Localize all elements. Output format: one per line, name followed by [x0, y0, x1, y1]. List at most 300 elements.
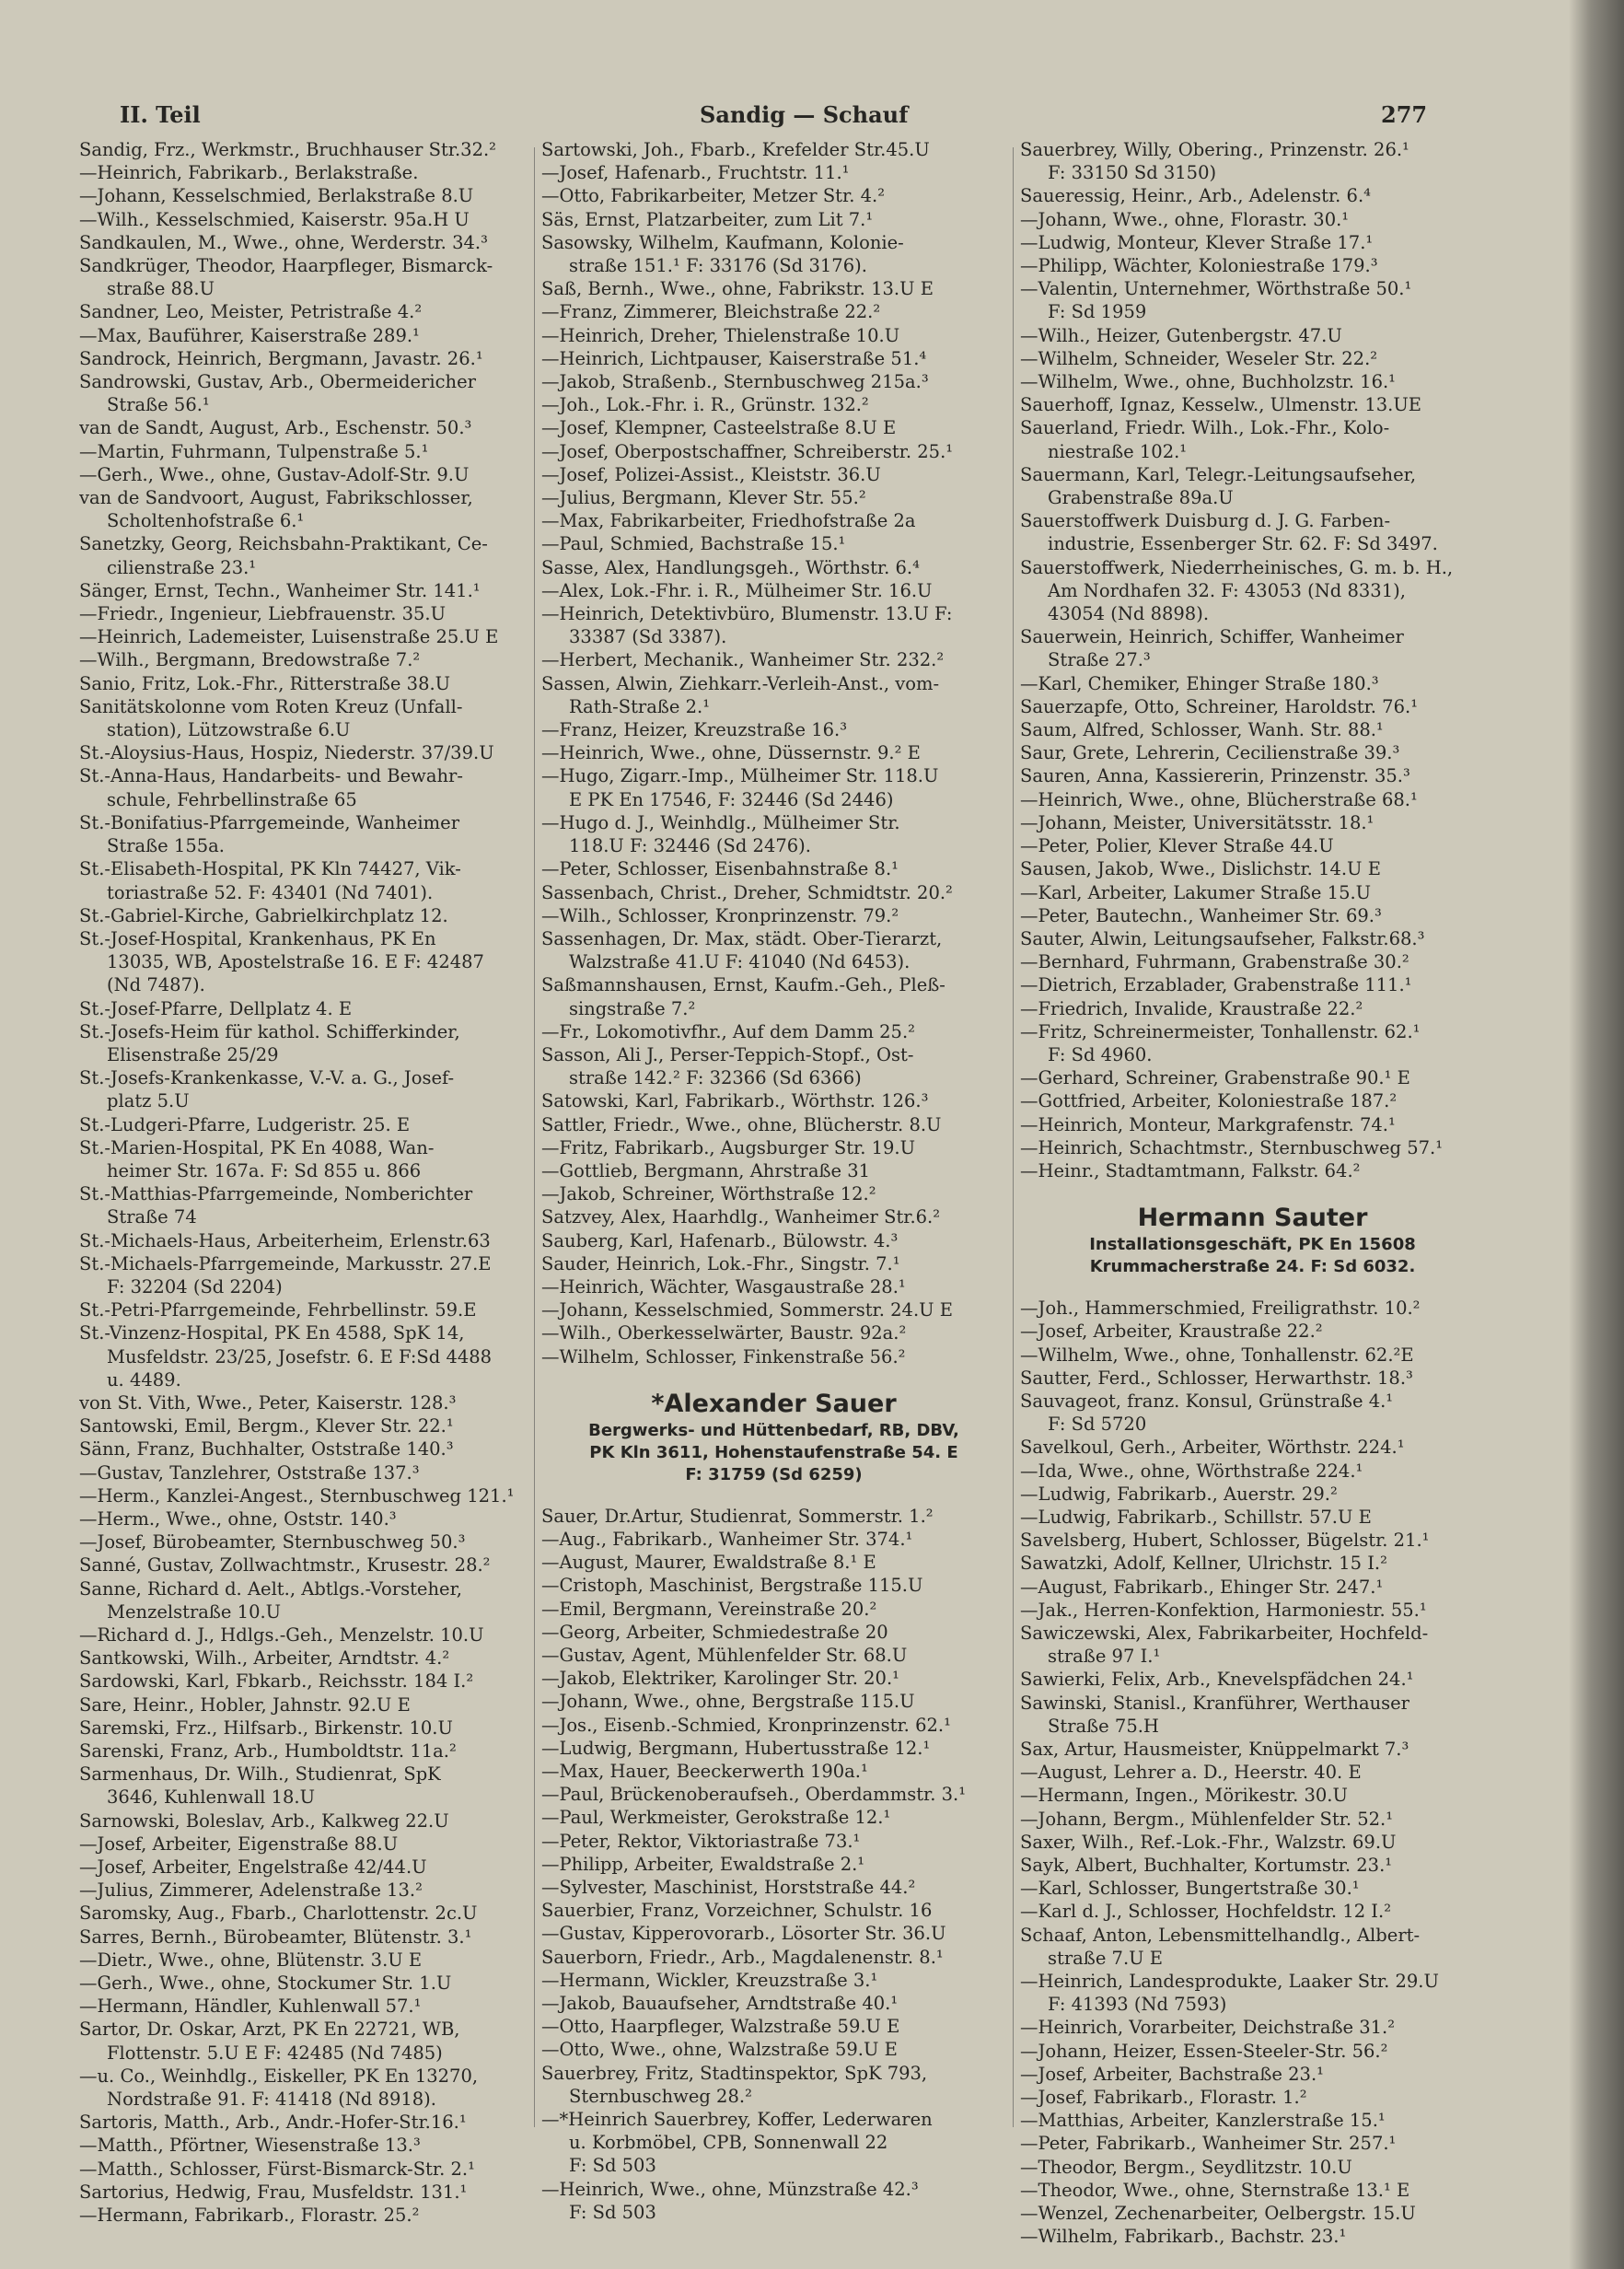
directory-entry	[79, 1763, 544, 1809]
directory-entry	[541, 718, 1006, 741]
entry-line: —Wenzel, Zechenarbeiter, Oelbergstr. 15.U	[1020, 2203, 1416, 2225]
entry-continuation-line: heimer Str. 167a. F: Sd 855 u. 866	[107, 1159, 422, 1181]
directory-entry	[541, 1598, 1006, 1621]
directory-entry	[1020, 718, 1485, 741]
directory-entry	[541, 1182, 1006, 1205]
directory-entry	[541, 1298, 1006, 1321]
entry-line: —Karl d. J., Schlosser, Hochfeldstr. 12 I.²	[1020, 1901, 1392, 1923]
directory-entry	[79, 2181, 544, 2204]
directory-entry	[1020, 347, 1485, 370]
entry-line: St.-Anna-Haus, Handarbeits- und Bewahr-	[79, 765, 463, 787]
directory-entry	[1020, 1831, 1485, 1854]
entry-line: Sautter, Ferd., Schlosser, Herwarthstr. 18.³	[1020, 1367, 1413, 1389]
entry-line: Schaaf, Anton, Lebensmittelhandlg., Albert-	[1020, 1924, 1421, 1946]
entry-line: —Heinrich, Wwe., ohne, Blücherstraße 68.¹	[1020, 788, 1418, 810]
entry-line: Saueressig, Heinr., Arb., Adelenstr. 6.⁴	[1020, 185, 1371, 207]
directory-entry	[79, 1646, 544, 1670]
directory-entry	[541, 2015, 1006, 2038]
entry-line: —Wilh., Kesselschmied, Kaiserstr. 95a.H U	[79, 208, 470, 230]
directory-entry	[1020, 1436, 1485, 1459]
directory-entry	[79, 2065, 544, 2111]
entry-continuation-line: Scholtenhofstraße 6.¹	[107, 510, 305, 532]
directory-entry	[79, 764, 544, 810]
entry-line: St.-Josefs-Krankenkasse, V.-V. a. G., Josef-	[79, 1067, 455, 1089]
directory-entry	[541, 463, 1006, 486]
advertisement-block	[1020, 1203, 1485, 1278]
advertisement-block	[541, 1389, 1006, 1486]
entry-line: Saremski, Frz., Hilfsarb., Birkenstr. 10.U	[79, 1716, 453, 1739]
entry-line: —Franz, Heizer, Kreuzstraße 16.³	[541, 719, 848, 741]
entry-line: —Heinrich, Lademeister, Luisenstraße 25.U E	[79, 626, 499, 648]
entry-continuation-line: Straße 74	[107, 1206, 197, 1228]
entry-line: Sauerbier, Franz, Vorzeichner, Schulstr. 16	[541, 1900, 933, 1922]
directory-entry	[79, 300, 544, 323]
entry-line: Sandner, Leo, Meister, Petristraße 4.²	[79, 301, 423, 323]
directory-entry	[1020, 1808, 1485, 1831]
entry-line: Sanio, Fritz, Lok.-Fhr., Ritterstraße 38.U	[79, 672, 451, 694]
directory-entry	[1020, 1159, 1485, 1182]
entry-line: —Josef, Arbeiter, Kraustraße 22.²	[1020, 1321, 1323, 1343]
entry-line: Sauren, Anna, Kassiererin, Prinzenstr. 35.³	[1020, 765, 1410, 787]
directory-entry	[1020, 231, 1485, 254]
entry-line: van de Sandvoort, August, Fabrikschlosser,	[79, 487, 473, 509]
entry-line: Sauvageot, franz. Konsul, Grünstraße 4.¹	[1020, 1390, 1394, 1412]
directory-entry	[79, 741, 544, 764]
entry-line: —Josef, Hafenarb., Fruchtstr. 11.¹	[541, 162, 850, 184]
entry-line: Sarnowski, Boleslav, Arb., Kalkweg 22.U	[79, 1809, 449, 1832]
directory-entry	[1020, 1066, 1485, 1089]
entry-line: Sare, Heinr., Hobler, Jahnstr. 92.U E	[79, 1693, 411, 1716]
directory-entry	[1020, 1900, 1485, 1923]
entry-line: —Gerh., Wwe., ohne, Gustav-Adolf-Str. 9.U	[79, 463, 470, 485]
entry-line: —Wilhelm, Wwe., ohne, Tonhallenstr. 62.²E	[1020, 1344, 1414, 1366]
directory-entry	[1020, 1529, 1485, 1552]
directory-entry	[541, 1714, 1006, 1737]
directory-entry	[541, 1505, 1006, 1528]
entry-line: Sandkaulen, M., Wwe., ohne, Werderstr. 34.³	[79, 231, 488, 253]
entry-line: —Heinrich, Dreher, Thielenstraße 10.U	[541, 324, 900, 346]
entry-line: Sauter, Alwin, Leitungsaufseher, Falkstr.68.³	[1020, 927, 1425, 949]
entry-continuation-line: F: 41393 (Nd 7593)	[1048, 1994, 1227, 2016]
entry-line: —Franz, Zimmerer, Bleichstraße 22.²	[541, 301, 881, 323]
entry-line: —Matth., Schlosser, Fürst-Bismarck-Str. 2.¹	[79, 2158, 475, 2180]
entry-line: —Peter, Schlosser, Eisenbahnstraße 8.¹	[541, 858, 899, 880]
entry-line: —Jakob, Bauaufseher, Arndtstraße 40.¹	[541, 1993, 899, 2015]
directory-entry	[1020, 556, 1485, 626]
entry-continuation-line: straße 88.U	[107, 278, 215, 300]
entry-line: —Heinrich, Landesprodukte, Laaker Str. 29.U	[1020, 1971, 1439, 1993]
entry-line: Sasowsky, Wilhelm, Kaufmann, Kolonie-	[541, 231, 904, 253]
directory-entry	[1020, 1344, 1485, 1367]
entry-line: Sauerhoff, Ignaz, Kesselw., Ulmenstr. 13.UE	[1020, 394, 1422, 416]
entry-continuation-line: station), Lützowstraße 6.U	[107, 719, 351, 741]
entry-continuation-line: F: Sd 5720	[1048, 1414, 1147, 1436]
entry-continuation-line: F: 33150 Sd 3150)	[1048, 162, 1217, 184]
directory-entry	[1020, 695, 1485, 718]
entry-line: —Johann, Kesselschmied, Sommerstr. 24.U E	[541, 1299, 954, 1321]
directory-entry	[541, 579, 1006, 602]
directory-entry	[541, 1551, 1006, 1574]
entry-line: —Herm., Kanzlei-Angest., Sternbuschweg 121.¹	[79, 1484, 515, 1507]
entry-continuation-line: F: Sd 1959	[1048, 301, 1147, 323]
entry-line: —Peter, Polier, Klever Straße 44.U	[1020, 835, 1334, 857]
directory-entry	[79, 602, 544, 625]
directory-entry	[79, 695, 544, 741]
directory-entry	[1020, 509, 1485, 555]
entry-continuation-line: Walzstraße 41.U F: 41040 (Nd 6453).	[569, 951, 911, 973]
entry-line: Saur, Grete, Lehrerin, Cecilienstraße 39.³	[1020, 742, 1400, 764]
directory-entry	[541, 648, 1006, 671]
entry-line: Sayk, Albert, Buchhalter, Kortumstr. 23.¹	[1020, 1855, 1393, 1877]
entry-line: —Jakob, Elektriker, Karolinger Str. 20.¹	[541, 1668, 899, 1690]
entry-line: St.-Josefs-Heim für kathol. Schifferkinder,	[79, 1020, 460, 1042]
entry-line: —Dietrich, Erzablader, Grabenstraße 111.¹	[1020, 974, 1412, 996]
entry-continuation-line: F: Sd 4960.	[1048, 1043, 1153, 1065]
directory-entry	[541, 1946, 1006, 1969]
directory-entry	[1020, 2109, 1485, 2132]
entry-line: —Cristoph, Maschinist, Bergstraße 115.U	[541, 1575, 923, 1597]
directory-entry	[541, 1737, 1006, 1760]
directory-entry	[79, 138, 544, 161]
entry-line: Sartorius, Hedwig, Frau, Musfeldstr. 131.¹	[79, 2181, 468, 2203]
directory-entry	[541, 347, 1006, 370]
entry-line: —Heinrich, Wächter, Wasgaustraße 28.¹	[541, 1275, 906, 1297]
column-2	[541, 138, 1006, 2224]
entry-line: Sanne, Richard d. Aelt., Abtlgs.-Vorsteher,	[79, 1577, 462, 1600]
directory-entry	[541, 1621, 1006, 1644]
directory-entry	[541, 1806, 1006, 1829]
entry-continuation-line: straße 142.² F: 32366 (Sd 6366)	[569, 1067, 862, 1089]
directory-entry	[79, 1414, 544, 1437]
entry-line: Sandrowski, Gustav, Arb., Obermeidericher	[79, 371, 476, 393]
entry-continuation-line: 43054 (Nd 8898).	[1048, 603, 1210, 625]
directory-entry	[541, 1760, 1006, 1783]
entry-line: Sauerstoffwerk, Niederrheinisches, G. m. b. H.,	[1020, 556, 1454, 578]
entry-line: Sauermann, Karl, Telegr.-Leitungsaufseher,	[1020, 463, 1417, 485]
directory-entry	[79, 904, 544, 927]
directory-entry	[79, 208, 544, 231]
entry-line: Sassen, Alwin, Ziehkarr.-Verleih-Anst., vom-	[541, 672, 940, 694]
entry-line: —Ludwig, Fabrikarb., Schillstr. 57.U E	[1020, 1506, 1372, 1528]
entry-line: —Friedrich, Invalide, Kraustraße 22.²	[1020, 997, 1363, 1019]
directory-entry	[1020, 857, 1485, 880]
page-number: 277	[1381, 101, 1428, 128]
directory-entry	[79, 1530, 544, 1553]
entry-line: Santkowski, Wilh., Arbeiter, Arndtstr. 4.²	[79, 1647, 450, 1670]
entry-line: Sarres, Bernh., Bürobeamter, Blütenstr. 3.¹	[79, 1926, 472, 1948]
section-label: II. Teil	[120, 101, 201, 128]
directory-entry	[541, 602, 1006, 648]
entry-line: —Johann, Heizer, Essen-Steeler-Str. 56.²	[1020, 2040, 1388, 2062]
directory-entry	[79, 1553, 544, 1577]
entry-line: Sartor, Dr. Oskar, Arzt, PK En 22721, WB,	[79, 2019, 460, 2041]
directory-entry	[79, 1949, 544, 1972]
entry-continuation-line: straße 151.¹ F: 33176 (Sd 3176).	[569, 255, 867, 277]
entry-line: St.-Michaels-Pfarrgemeinde, Markusstr. 27.E	[79, 1252, 492, 1274]
entry-line: —Gerh., Wwe., ohne, Stockumer Str. 1.U	[79, 1972, 452, 1995]
directory-entry	[1020, 1320, 1485, 1343]
directory-entry	[79, 1020, 544, 1066]
directory-entry	[79, 184, 544, 207]
entry-continuation-line: 3646, Kuhlenwall 18.U	[107, 1786, 316, 1809]
entry-continuation-line: Straße 27.³	[1048, 649, 1151, 671]
directory-entry	[1020, 324, 1485, 347]
entry-line: —Fritz, Schreinermeister, Tonhallenstr. 62.¹	[1020, 1020, 1421, 1042]
entry-line: Sasson, Ali J., Perser-Teppich-Stopf., Ost-	[541, 1043, 914, 1065]
directory-entry	[541, 1969, 1006, 1992]
entry-line: Säs, Ernst, Platzarbeiter, zum Lit 7.¹	[541, 208, 874, 230]
directory-entry	[1020, 881, 1485, 904]
entry-line: —Karl, Chemiker, Ehinger Straße 180.³	[1020, 672, 1379, 694]
directory-entry	[1020, 904, 1485, 927]
directory-entry	[541, 1992, 1006, 2015]
entry-line: —Jakob, Schreiner, Wörthstraße 12.²	[541, 1183, 876, 1205]
entry-line: —Hugo, Zigarr.-Imp., Mülheimer Str. 118.U	[541, 765, 939, 787]
directory-entry	[1020, 1761, 1485, 1784]
entry-continuation-line: Grabenstraße 89a.U	[1048, 487, 1234, 509]
directory-entry	[1020, 416, 1485, 462]
entry-line: —Josef, Arbeiter, Engelstraße 42/44.U	[79, 1856, 427, 1879]
entry-line: Sarenski, Franz, Arb., Humboldtstr. 11a.²	[79, 1740, 457, 1763]
entry-continuation-line: Flottenstr. 5.U E F: 42485 (Nd 7485)	[107, 2042, 443, 2064]
entry-line: —Josef, Polizei-Assist., Kleiststr. 36.U	[541, 463, 881, 485]
entry-line: St.-Elisabeth-Hospital, PK Kln 74427, Vik-	[79, 858, 461, 880]
entry-line: —u. Co., Weinhdlg., Eiskeller, PK En 13270,	[79, 2065, 479, 2087]
directory-entry	[1020, 370, 1485, 393]
directory-entry	[1020, 1506, 1485, 1529]
directory-entry	[541, 904, 1006, 927]
directory-entry	[1020, 1483, 1485, 1506]
entry-line: Sarmenhaus, Dr. Wilh., Studienrat, SpK	[79, 1763, 441, 1786]
entry-line: —Wilhelm, Schlosser, Finkenstraße 56.²	[541, 1345, 906, 1367]
directory-entry	[541, 857, 1006, 880]
entry-line: —Johann, Bergm., Mühlenfelder Str. 52.¹	[1020, 1808, 1394, 1830]
directory-entry	[541, 1136, 1006, 1159]
directory-entry	[1020, 138, 1485, 184]
directory-entry	[79, 1879, 544, 1902]
directory-entry	[541, 231, 1006, 277]
directory-entry	[541, 1043, 1006, 1089]
directory-entry	[1020, 1297, 1485, 1320]
entry-line: Sauerland, Friedr. Wilh., Lok.-Fhr., Kolo-	[1020, 417, 1390, 439]
directory-entry	[1020, 973, 1485, 996]
entry-line: —Matth., Pförtner, Wiesenstraße 13.³	[79, 2135, 421, 2157]
entry-line: —Fritz, Fabrikarb., Augsburger Str. 19.U	[541, 1136, 916, 1158]
directory-entry	[1020, 2179, 1485, 2202]
entry-line: —Friedr., Ingenieur, Liebfrauenstr. 35.U	[79, 603, 447, 625]
entry-line: —Heinrich, Wwe., ohne, Münzstraße 42.³	[541, 2178, 919, 2200]
entry-line: Sauerzapfe, Otto, Schreiner, Haroldstr. 76.¹	[1020, 695, 1419, 717]
entry-line: —Jakob, Straßenb., Sternbuschweg 215a.³	[541, 371, 929, 393]
directory-entry	[541, 1667, 1006, 1690]
directory-entry	[79, 1809, 544, 1833]
directory-entry	[541, 1321, 1006, 1344]
entry-line: Saum, Alfred, Schlosser, Wanh. Str. 88.¹	[1020, 719, 1384, 741]
directory-entry	[1020, 2202, 1485, 2225]
directory-entry	[541, 370, 1006, 393]
directory-entry	[79, 161, 544, 184]
directory-entry	[541, 138, 1006, 161]
directory-entry	[1020, 2156, 1485, 2179]
entry-continuation-line: (Nd 7487).	[107, 974, 205, 996]
entry-line: St.-Michaels-Haus, Arbeiterheim, Erlenstr.63	[79, 1229, 491, 1251]
entry-line: —Bernhard, Fuhrmann, Grabenstraße 30.²	[1020, 951, 1409, 973]
entry-continuation-line: platz 5.U	[107, 1090, 190, 1112]
directory-entry	[541, 532, 1006, 555]
entry-line: —August, Fabrikarb., Ehinger Str. 247.¹	[1020, 1576, 1384, 1598]
directory-entry	[1020, 1738, 1485, 1761]
directory-entry	[79, 1507, 544, 1530]
entry-continuation-line: F: Sd 503	[569, 2201, 656, 2223]
entry-line: —Wilhelm, Wwe., ohne, Buchholzstr. 16.¹	[1020, 371, 1396, 393]
entry-line: —Johann, Kesselschmied, Berlakstraße 8.U	[79, 185, 474, 207]
directory-entry	[79, 1972, 544, 1995]
entry-line: —Philipp, Arbeiter, Ewaldstraße 2.¹	[541, 1853, 865, 1875]
entry-line: —Paul, Werkmeister, Gerokstraße 12.¹	[541, 1807, 891, 1829]
directory-entry	[541, 1899, 1006, 1922]
directory-entry	[541, 2178, 1006, 2224]
entry-line: —Max, Bauführer, Kaiserstraße 289.¹	[79, 324, 420, 346]
entry-line: —Ludwig, Fabrikarb., Auerstr. 29.²	[1020, 1483, 1338, 1505]
entry-line: —Hermann, Fabrikarb., Florastr. 25.²	[79, 2205, 420, 2227]
entry-line: Sausen, Jakob, Wwe., Dislichstr. 14.U E	[1020, 858, 1381, 880]
directory-entry	[1020, 1113, 1485, 1136]
entry-line: —Karl, Arbeiter, Lakumer Straße 15.U	[1020, 881, 1372, 903]
entry-line: Santowski, Emil, Bergm., Klever Str. 22.¹	[79, 1415, 454, 1437]
directory-entry	[541, 881, 1006, 904]
directory-entry	[1020, 393, 1485, 416]
directory-entry	[541, 927, 1006, 973]
entry-line: —Wilh., Schlosser, Kronprinzenstr. 79.²	[541, 904, 899, 926]
entry-line: —Heinrich, Lichtpauser, Kaiserstraße 51.⁴	[541, 347, 927, 369]
entry-continuation-line: F: Sd 503	[569, 2155, 656, 2177]
entry-line: —Theodor, Wwe., ohne, Sternstraße 13.¹ E	[1020, 2179, 1410, 2201]
entry-line: —Gustav, Agent, Mühlenfelder Str. 68.U	[541, 1644, 908, 1666]
entry-line: von St. Vith, Wwe., Peter, Kaiserstr. 128.³	[79, 1391, 457, 1414]
entry-continuation-line: u. 4489.	[107, 1368, 181, 1390]
entry-continuation-line: cilienstraße 23.¹	[107, 556, 257, 578]
entry-line: —Paul, Brückenoberaufseh., Oberdammstr. 3.¹	[541, 1784, 967, 1806]
entry-line: —Otto, Fabrikarbeiter, Metzer Str. 4.²	[541, 185, 886, 207]
directory-entry	[79, 532, 544, 578]
directory-entry	[1020, 1877, 1485, 1900]
directory-entry	[541, 811, 1006, 857]
directory-entry	[541, 277, 1006, 300]
entry-line: Savelsberg, Hubert, Schlosser, Bügelstr. 21.¹	[1020, 1530, 1430, 1552]
directory-entry	[1020, 2040, 1485, 2063]
column-1	[79, 138, 544, 2227]
directory-entry	[541, 556, 1006, 579]
entry-line: —Heinrich, Vorarbeiter, Deichstraße 31.²	[1020, 2017, 1396, 2039]
entry-line: Sassenhagen, Dr. Max, städt. Ober-Tierarzt,	[541, 927, 943, 949]
entry-line: Sauer, Dr.Artur, Studienrat, Sommerstr. 1.²	[541, 1505, 934, 1527]
entry-line: Sauder, Heinrich, Lok.-Fhr., Singstr. 7.¹	[541, 1252, 900, 1274]
entry-line: —Johann, Meister, Universitätsstr. 18.¹	[1020, 811, 1375, 833]
entry-line: Sawierki, Felix, Arb., Knevelspfädchen 24.¹	[1020, 1669, 1414, 1691]
entry-line: —Otto, Wwe., ohne, Walzstraße 59.U E	[541, 2039, 898, 2061]
entry-line: St.-Ludgeri-Pfarre, Ludgeristr. 25. E	[79, 1113, 411, 1135]
directory-entry	[1020, 1970, 1485, 2016]
directory-entry	[541, 161, 1006, 184]
directory-entry	[541, 1020, 1006, 1043]
directory-entry	[79, 1670, 544, 1693]
entry-line: —Alex, Lok.-Fhr. i. R., Mülheimer Str. 16.U	[541, 579, 933, 601]
entry-line: —Peter, Fabrikarb., Wanheimer Str. 257.¹	[1020, 2133, 1397, 2155]
entry-line: van de Sandt, August, Arb., Eschenstr. 50.³	[79, 417, 472, 439]
entry-line: —Wilh., Bergmann, Bredowstraße 7.²	[79, 649, 421, 671]
entry-line: —Aug., Fabrikarb., Wanheimer Str. 374.¹	[541, 1528, 913, 1550]
directory-entry	[541, 184, 1006, 207]
directory-entry	[541, 509, 1006, 532]
directory-entry	[541, 741, 1006, 764]
entry-line: —Sylvester, Maschinist, Horststraße 44.²	[541, 1877, 916, 1899]
directory-entry	[1020, 2063, 1485, 2086]
directory-entry	[1020, 1854, 1485, 1877]
entry-line: Saß, Bernh., Wwe., ohne, Fabrikstr. 13.U E	[541, 278, 934, 300]
entry-line: —Dietr., Wwe., ohne, Blütenstr. 3.U E	[79, 1949, 423, 1971]
entry-line: —Heinrich, Detektivbüro, Blumenstr. 13.U F:	[541, 603, 953, 625]
entry-line: Sauerborn, Friedr., Arb., Magdalenenstr. 8.¹	[541, 1946, 944, 1968]
entry-continuation-line: E PK En 17546, F: 32446 (Sd 2446)	[569, 788, 894, 810]
entry-continuation-line: Elisenstraße 25/29	[107, 1043, 279, 1065]
directory-entry	[79, 1182, 544, 1228]
entry-continuation-line: Musfeldstr. 23/25, Josefstr. 6. E F:Sd 4488	[107, 1345, 493, 1367]
entry-line: —Ludwig, Bergmann, Hubertusstraße 12.¹	[541, 1737, 931, 1759]
entry-line: —Jos., Eisenb.-Schmied, Kronprinzenstr. 62.¹	[541, 1714, 951, 1736]
entry-continuation-line: singstraße 7.²	[569, 997, 696, 1019]
entry-line: Sartoris, Matth., Arb., Andr.-Hofer-Str.16.¹	[79, 2112, 467, 2134]
directory-entry	[541, 300, 1006, 323]
directory-entry	[79, 625, 544, 648]
directory-entry	[541, 1159, 1006, 1182]
directory-entry	[1020, 1552, 1485, 1575]
directory-entry	[1020, 254, 1485, 277]
entry-line: —Ida, Wwe., ohne, Wörthstraße 224.¹	[1020, 1460, 1363, 1482]
directory-entry	[1020, 1136, 1485, 1159]
entry-line: Sawinski, Stanisl., Kranführer, Werthauser	[1020, 1692, 1409, 1714]
entry-line: —August, Lehrer a. D., Heerstr. 40. E	[1020, 1762, 1362, 1784]
directory-entry	[541, 1830, 1006, 1853]
entry-line: Sänn, Franz, Buchhalter, Oststraße 140.³	[79, 1438, 454, 1460]
entry-line: —Heinrich, Wwe., ohne, Düssernstr. 9.² E	[541, 742, 921, 764]
entry-line: —Gottfried, Arbeiter, Koloniestraße 187.²	[1020, 1090, 1398, 1112]
entry-line: Sandkrüger, Theodor, Haarpfleger, Bismarck-	[79, 255, 493, 277]
directory-entry	[79, 1298, 544, 1321]
advertisement-line: Installationsgeschäft, PK En 15608	[1089, 1235, 1416, 1255]
directory-entry	[1020, 788, 1485, 811]
entry-line: —Gerhard, Schreiner, Grabenstraße 90.¹ E	[1020, 1067, 1410, 1089]
directory-entry	[541, 1275, 1006, 1298]
directory-entry	[541, 208, 1006, 231]
directory-entry	[79, 440, 544, 463]
directory-entry	[79, 347, 544, 370]
entry-line: —Philipp, Wächter, Koloniestraße 179.³	[1020, 255, 1378, 277]
directory-entry	[541, 672, 1006, 718]
entry-line: —Theodor, Bergm., Seydlitzstr. 10.U	[1020, 2156, 1352, 2178]
entry-continuation-line: straße 97 I.¹	[1048, 1646, 1161, 1668]
advertisement-title: Hermann Sauter	[1137, 1204, 1368, 1233]
directory-entry	[79, 1833, 544, 1856]
directory-entry	[541, 764, 1006, 810]
directory-entry	[541, 1205, 1006, 1228]
directory-entry	[541, 1345, 1006, 1368]
directory-entry	[1020, 672, 1485, 695]
entry-line: —Josef, Arbeiter, Bachstraße 23.¹	[1020, 2063, 1324, 2085]
entry-line: Savelkoul, Gerh., Arbeiter, Wörthstr. 224.¹	[1020, 1437, 1405, 1459]
entry-line: Sänger, Ernst, Techn., Wanheimer Str. 141.¹	[79, 579, 481, 601]
directory-entry	[541, 1876, 1006, 1899]
entry-line: Sandig, Frz., Werkmstr., Bruchhauser Str.32.²	[79, 139, 497, 160]
